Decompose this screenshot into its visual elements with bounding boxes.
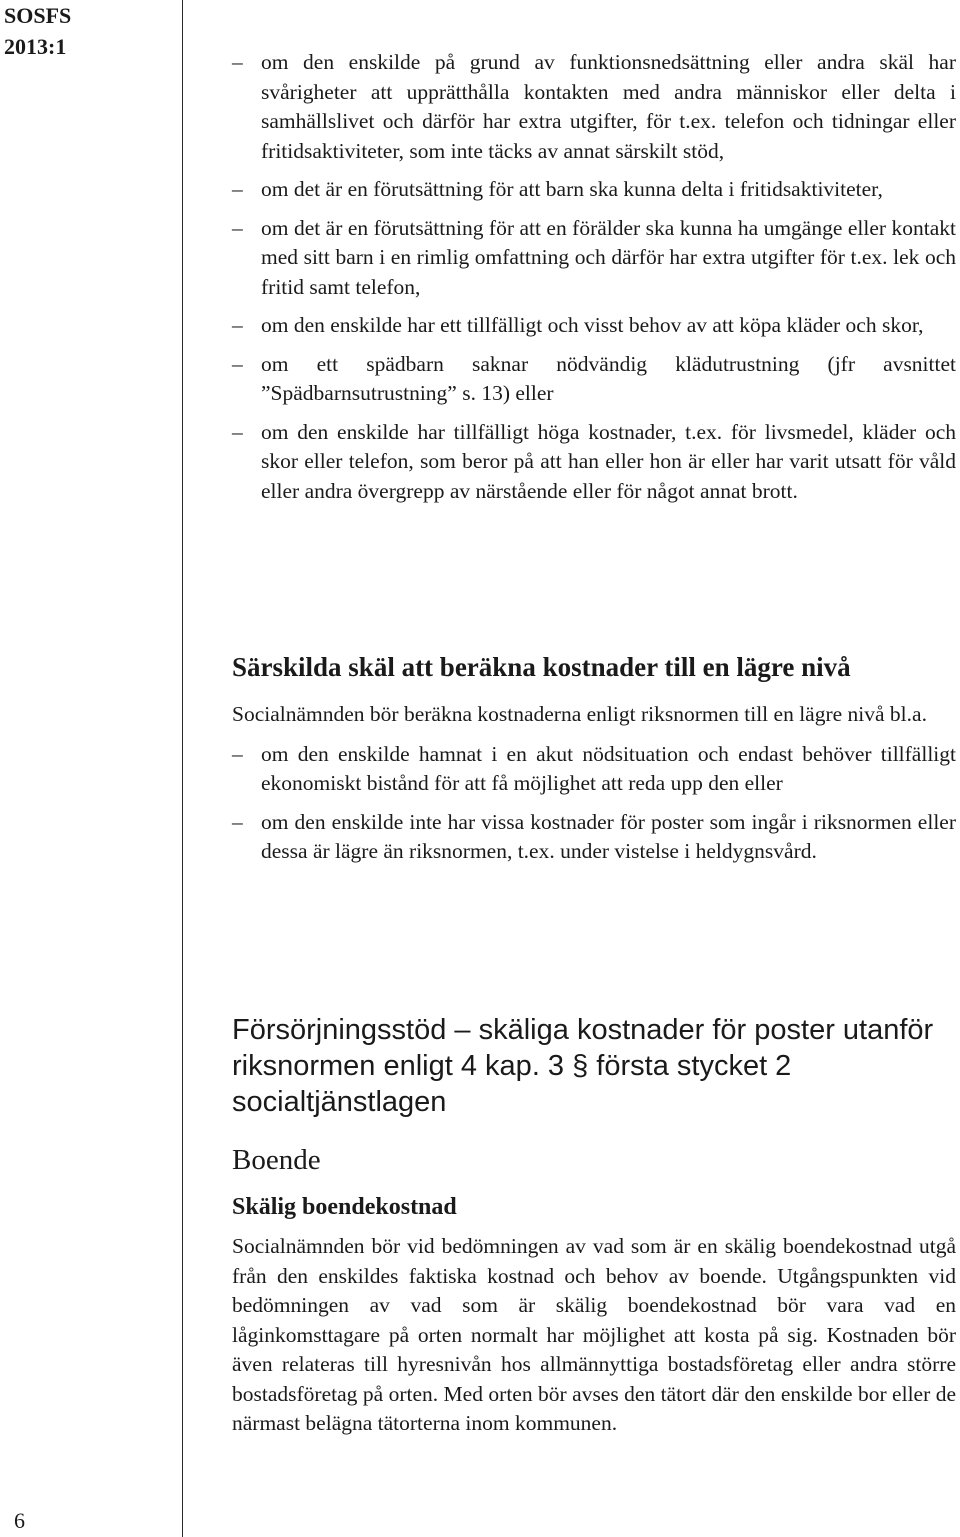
subsubheading: Skälig boendekostnad <box>232 1194 457 1220</box>
list-item: – om den enskilde på grund av funktionsnedsättning eller andra skäl har svårigheter att upprätthålla kontakten med andra människor eller delta i samhällslivet och därför har extra utgifter, för t.ex. telefon och tidningar eller fritidsaktiviteter, som inte täcks av annat särskilt stöd, <box>232 50 956 163</box>
section-intro: Socialnämnden bör beräkna kostnaderna enligt riksnormen till en lägre nivå bl.a. <box>232 702 927 726</box>
document-code: SOSFS 2013:1 <box>4 3 72 59</box>
section-forsorjningsstod <box>232 1012 956 1439</box>
list-item: – om det är en förutsättning för att en förälder ska kunna ha umgänge eller kontakt med sitt barn i en rimlig omfattning och därför har extra utgifter för t.ex. lek och fritid samt telefon, <box>232 215 956 299</box>
list-item: – om den enskilde inte har vissa kostnader för poster som ingår i riksnormen eller dessa är lägre än riksnormen, t.ex. under vistelse i heldygnsvård. <box>232 809 956 863</box>
body-paragraph: Socialnämnden bör vid bedömningen av vad som är en skälig boendekostnad utgå från den enskildes faktiska kostnad och behov av boende. Utgångspunkten vid bedömningen av vad som är skälig boendekostnad bör vara vad en låginkomsttagare på orten normalt har möjlighet att kosta på sig. Kostnaden bör även relateras till hyresnivån hos allmännyttiga bostadsföretag eller andra större bostadsföretag på orten. Med orten bör avses den tätort där den enskilde bor eller de närmast belägna tätorterna inom kommunen. <box>232 1234 956 1435</box>
list-item: – om det är en förutsättning för att barn ska kunna delta i fritidsaktiviteter, <box>232 177 883 201</box>
section-heading: Särskilda skäl att beräkna kostnader till en lägre nivå <box>232 652 851 682</box>
bullet-list-1 <box>232 48 956 515</box>
margin-divider <box>182 0 183 1537</box>
list-item: – om den enskilde har tillfälligt höga kostnader, t.ex. för livsmedel, kläder och skor eller telefon, som beror på att han eller hon är eller har varit utsatt för våld eller andra övergrepp av närstående eller för något annat brott. <box>232 419 956 503</box>
section-lower-level <box>232 648 956 876</box>
chapter-heading: Försörjningsstöd – skäliga kostnader för poster utanför riksnormen enligt 4 kap. 3 § första stycket 2 socialtjänstlagen <box>232 1014 934 1118</box>
list-item: – om den enskilde har ett tillfälligt och visst behov av att köpa kläder och skor, <box>232 313 924 337</box>
page-number: 6 <box>14 1508 25 1533</box>
list-item: – om den enskilde hamnat i en akut nödsituation och endast behöver tillfälligt ekonomiskt bistånd för att få möjlighet att reda upp den eller <box>232 741 956 795</box>
subheading-boende: Boende <box>232 1144 321 1176</box>
list-item: – om ett spädbarn saknar nödvändig klädutrustning (jfr avsnittet ”Spädbarnsutrustning” s. 13) eller <box>232 351 956 405</box>
